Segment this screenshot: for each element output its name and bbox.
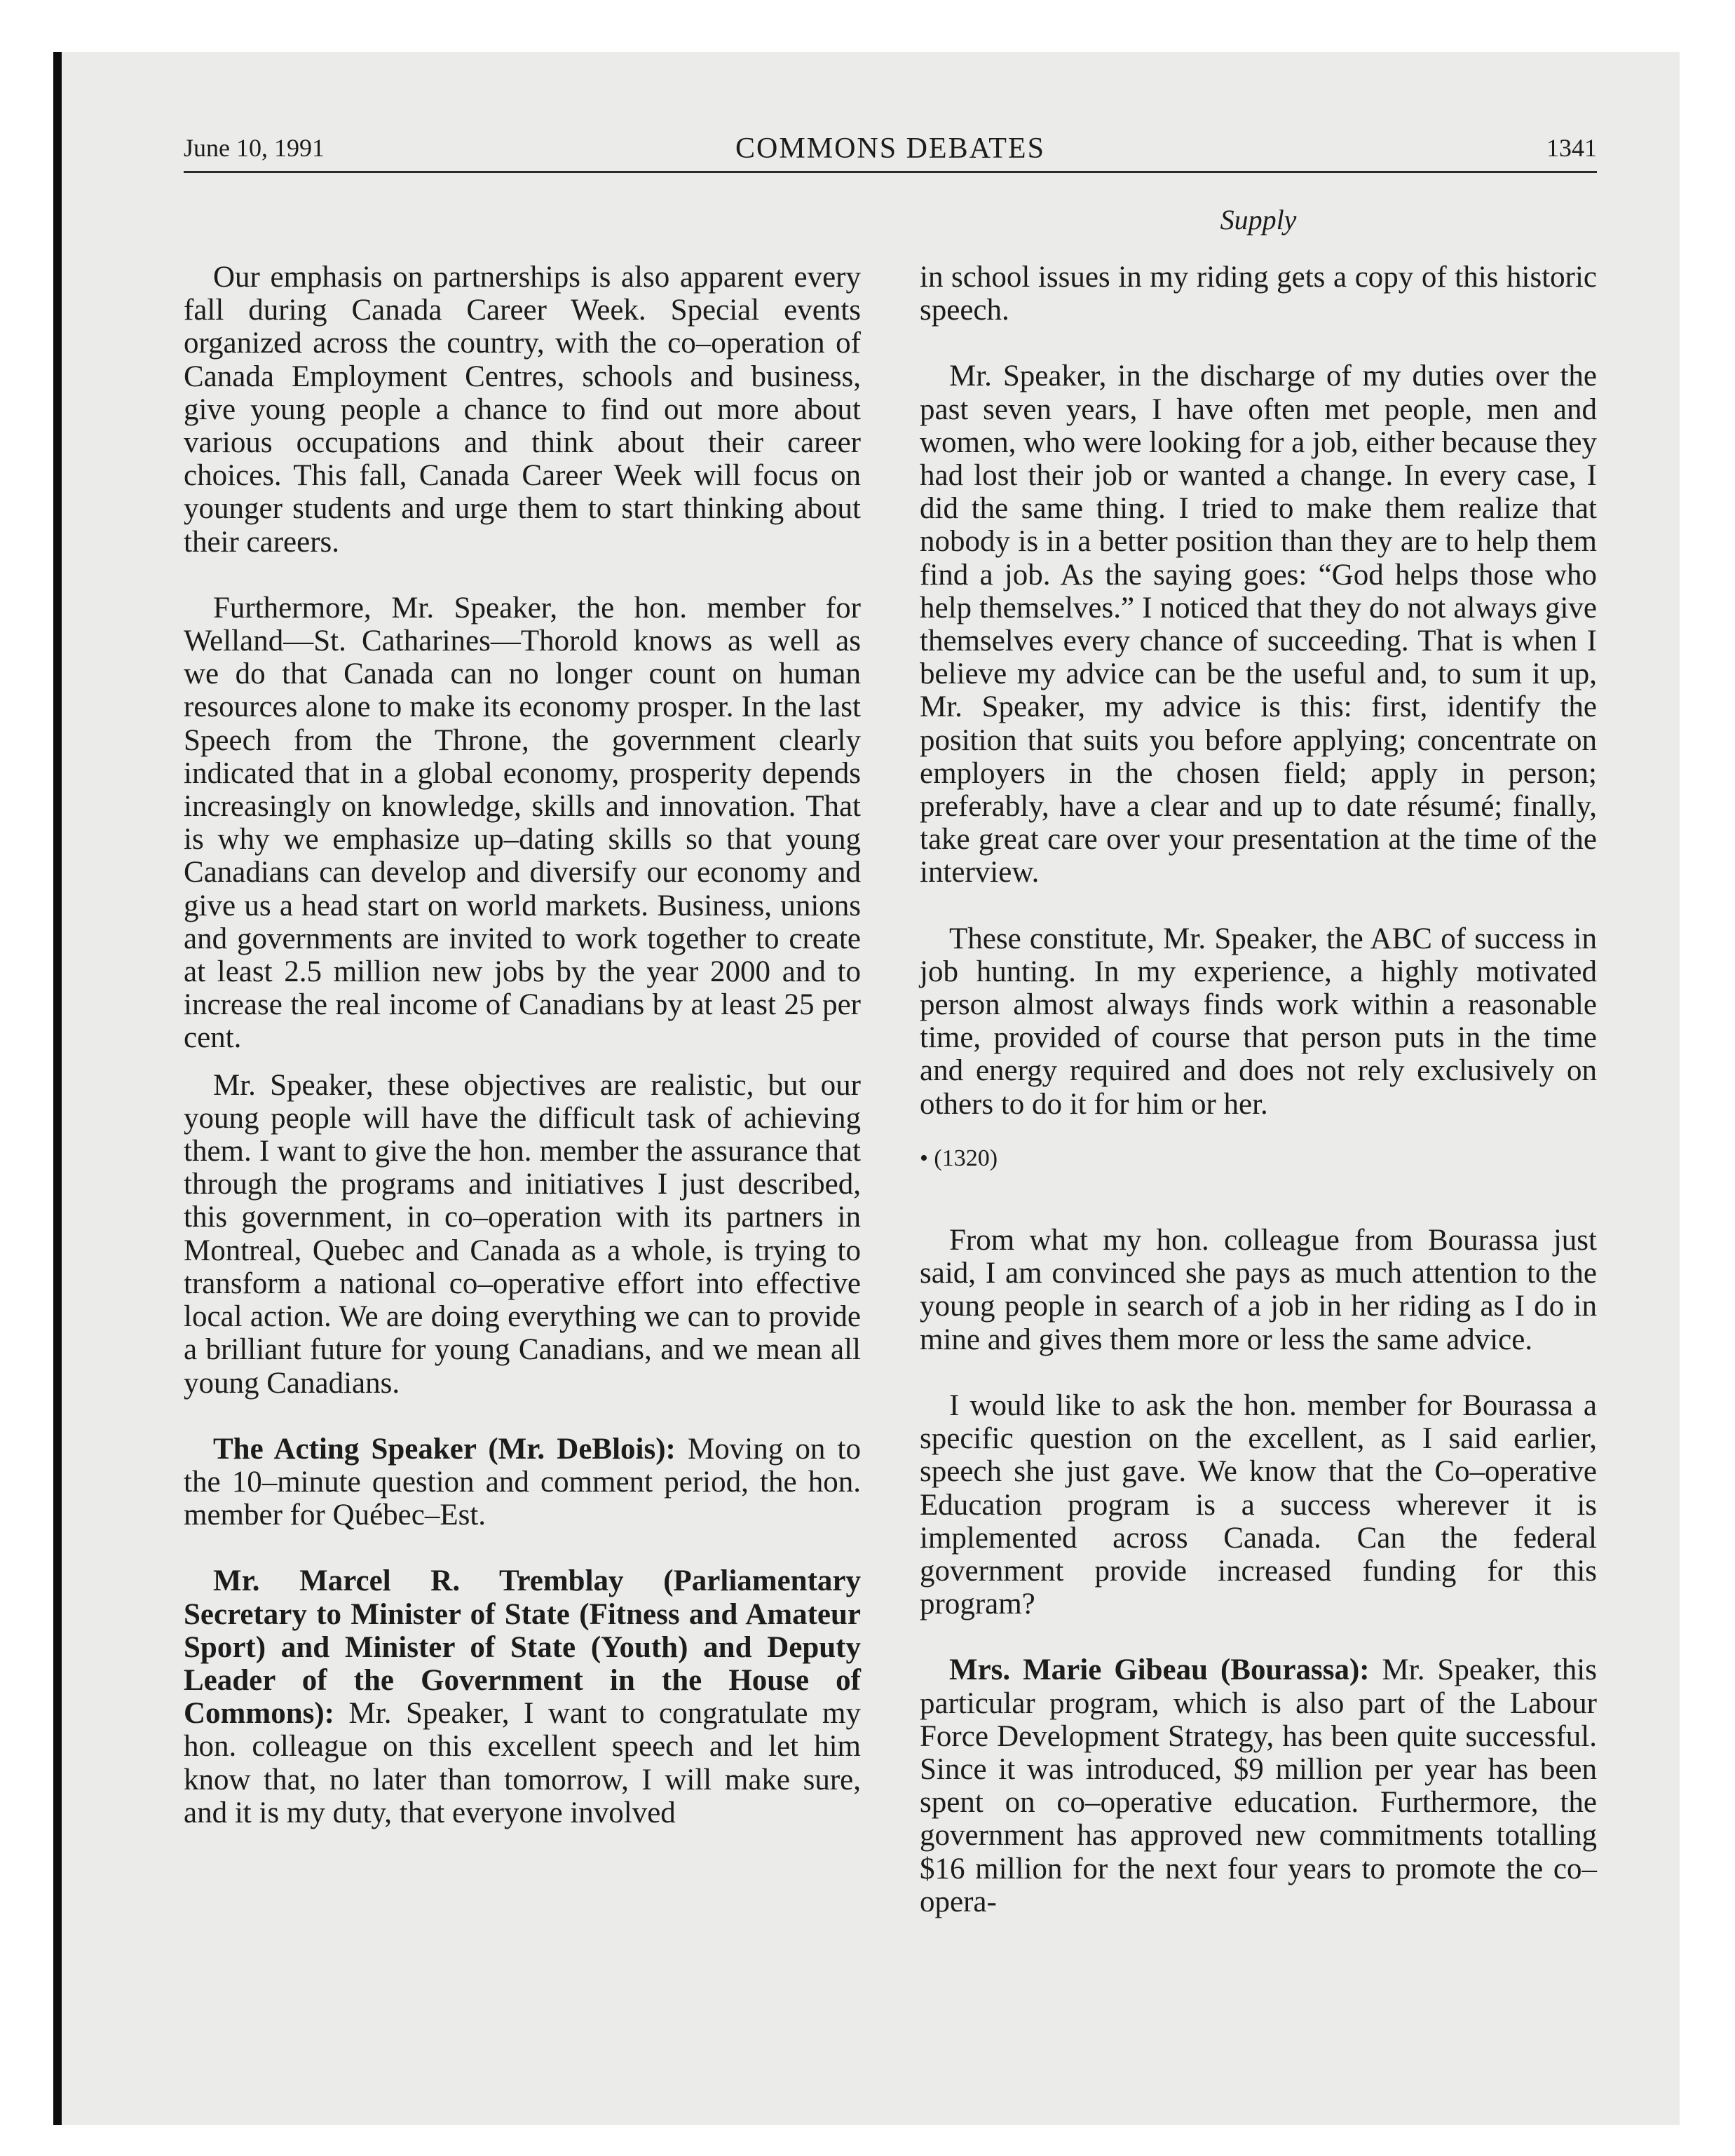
speaker-name: Mrs. Marie Gibeau (Bourassa): — [949, 1653, 1370, 1687]
page-header — [184, 125, 1597, 173]
paragraph: Our emphasis on partnerships is also apparent every fall during Canada Career Week. Special events organized across the country, with the co–operation of Canada Employment Centres, schools and business, give young people a chance to find out more about various occupations and think about their career choices. This fall, Canada Career Week will focus on younger students and urge them to start thinking about their careers. — [184, 261, 861, 559]
paragraph: Furthermore, Mr. Speaker, the hon. member for Welland—St. Catharines—Thorold knows as well as we do that Canada can no longer count on human resources alone to make its economy prosper. In the last Speech from the Throne, the government clearly indicated that in a global economy, prosperity depends increasingly on knowledge, skills and innovation. That is why we emphasize up–dating skills so that young Canadians can develop and diversify our economy and give us a head start on world markets. Business, unions and governments are invited to work together to create at least 2.5 million new jobs by the year 2000 and to increase the real income of Canadians by at least 25 per cent. — [184, 591, 861, 1055]
paragraph: These constitute, Mr. Speaker, the ABC of success in job hunting. In my experience, a highly motivated person almost always finds work within a reasonable time, provided of course that person puts in the time and energy required and does not rely exclusively on others to do it for him or her. — [920, 922, 1597, 1121]
time-marker: • (1320) — [920, 1145, 998, 1171]
paragraph: From what my hon. colleague from Bourassa just said, I am convinced she pays as much attention to the young people in search of a job in her riding as I do in mine and gives them more or less the same advice. — [920, 1224, 1597, 1356]
section-heading: Supply — [1220, 204, 1297, 236]
right-column — [920, 261, 1597, 1918]
paragraph: I would like to ask the hon. member for Bourassa a specific question on the excellent, as I said earlier, speech she just gave. We know that the Co–operative Education program is a success wherever it is implemented across Canada. Can the federal government provide increased funding for this program? — [920, 1389, 1597, 1621]
binding-edge — [53, 52, 62, 2125]
speaker-paragraph: Mr. Marcel R. Tremblay (Parliamentary Secretary to Minister of State (Fitness and Amateur Sport) and Minister of State (Youth) and Deputy Leader of the Government in the House of Commons): Mr. Speaker, I want to congratulate my hon. colleague on this excellent speech and let him know that, no later than tomorrow, I will make sure, and it is my duty, that everyone involved — [184, 1564, 861, 1829]
paragraph: Mr. Speaker, in the discharge of my duties over the past seven years, I have often met people, men and women, who were looking for a job, either because they had lost their job or wanted a change. In every case, I did the same thing. I tried to make them realize that nobody is in a better position than they are to help them find a job. As the saying goes: “God helps those who help themselves.” I noticed that they do not always give themselves every chance of succeeding. That is when I believe my advice can be the useful and, to sum it up, Mr. Speaker, my advice is this: first, identify the position that suits you before applying; concentrate on employers in the chosen field; apply in person; preferably, have a clear and up to date résumé; finally, take great care over your presentation at the time of the interview. — [920, 360, 1597, 889]
page-number: 1341 — [1546, 134, 1597, 162]
speaker-paragraph: The Acting Speaker (Mr. DeBlois): Moving on to the 10–minute question and comment period, the hon. member for Québec–Est. — [184, 1432, 861, 1532]
paragraph-continued: in school issues in my riding gets a copy of this historic speech. — [920, 261, 1597, 327]
header-date: June 10, 1991 — [184, 134, 325, 162]
header-title: COMMONS DEBATES — [735, 132, 1045, 165]
speaker-paragraph: Mrs. Marie Gibeau (Bourassa): Mr. Speaker, this particular program, which is also part of the Labour Force Development Strategy, has been quite successful. Since it was introduced, $9 million per year has been spent on co–operative education. Furthermore, the government has approved new commitments totalling $16 million for the next four years to promote the co–opera- — [920, 1653, 1597, 1918]
speaker-name: The Acting Speaker (Mr. DeBlois): — [213, 1432, 676, 1466]
speaker-name: Mr. Marcel R. Tremblay (Parliamentary Secretary to Minister of State (Fitness and Amateur Sport) and Minister of State (Youth) and Deputy Leader of the Government in the House of Commons): — [184, 1564, 861, 1731]
paragraph: Mr. Speaker, these objectives are realistic, but our young people will have the difficult task of achieving them. I want to give the hon. member the assurance that through the programs and initiatives I just described, this government, in co–operation with its partners in Montreal, Quebec and Canada as a whole, is trying to transform a national co–operative effort into effective local action. We are doing everything we can to provide a brilliant future for young Canadians, and we mean all young Canadians. — [184, 1068, 861, 1400]
left-column — [184, 261, 861, 1829]
